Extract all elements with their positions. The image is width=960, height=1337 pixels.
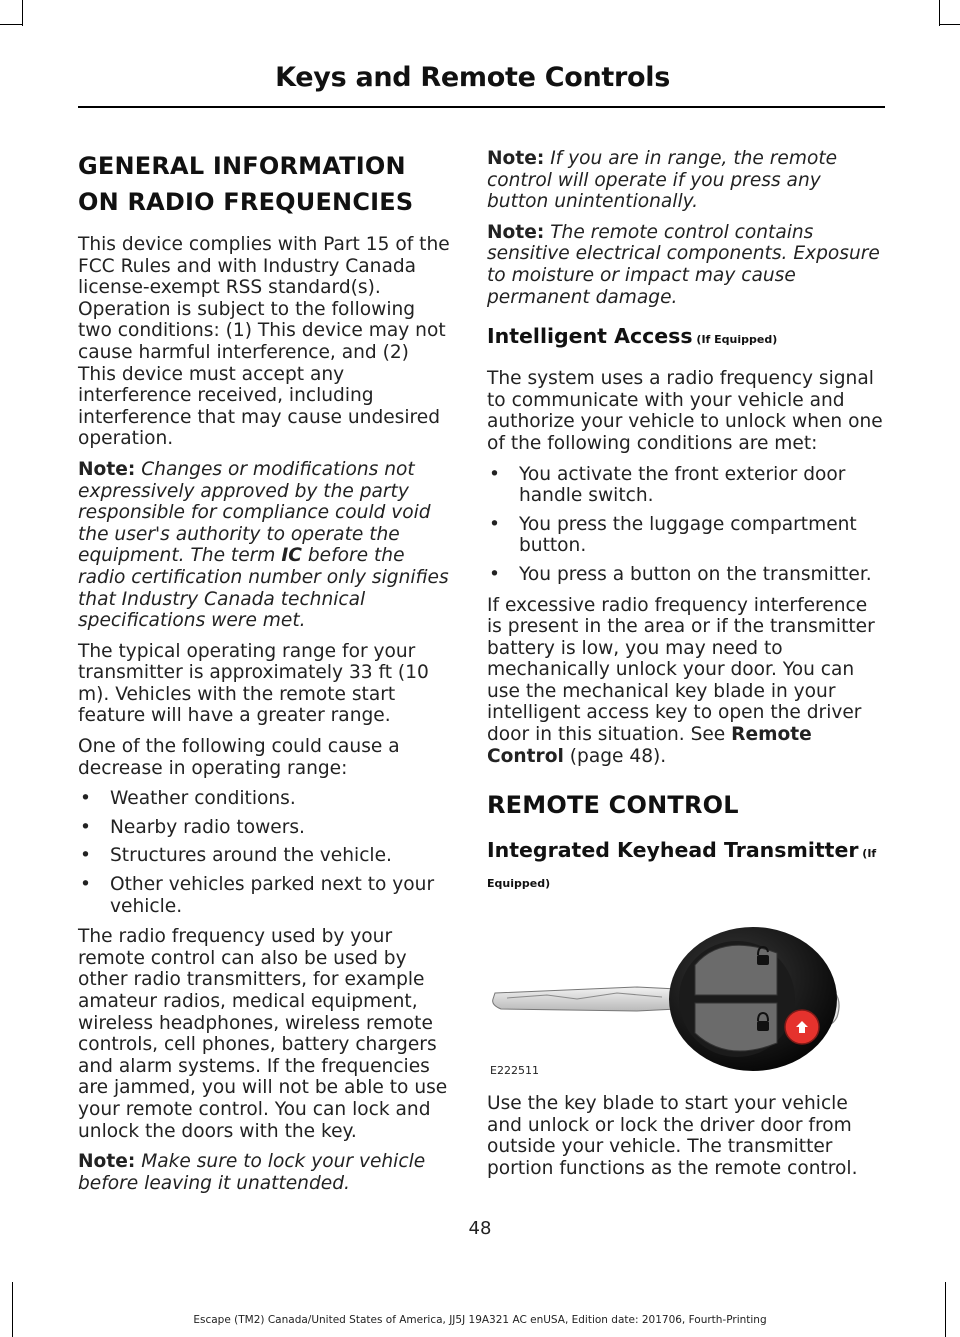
crop-mark: [945, 1282, 946, 1337]
note-label: Note:: [78, 458, 136, 480]
page-number: 48: [468, 1218, 492, 1239]
left-column: [78, 148, 450, 1203]
list-item: • Structures around the vehicle.: [78, 845, 450, 867]
list-item: • Nearby radio towers.: [78, 817, 450, 839]
if-equipped-label: (If Equipped): [692, 333, 778, 347]
subheading-text: Integrated Keyhead Transmitter: [487, 838, 859, 863]
subheading-text: Intelligent Access: [487, 324, 693, 349]
paragraph-interference: [487, 595, 885, 768]
list-item: • You activate the front exterior door handle switch.: [487, 464, 885, 507]
paragraph-key-blade-use: Use the key blade to start your vehicle and unlock or lock the driver door from outside your vehicle. The transmitter portion functions as the remote control.: [487, 1093, 858, 1180]
crop-mark: [22, 0, 23, 26]
note-text: The remote control contains sensitive electrical components. Exposure to moisture or impact may cause permanent damage.: [487, 221, 880, 308]
list-item: • You press a button on the transmitter.: [487, 564, 885, 586]
note-text: before the radio certification number only signifies that Industry Canada technical specifications were met.: [78, 545, 449, 632]
paragraph-operating-range: The typical operating range for your transmitter is approximately 33 ft (10 m). Vehicles with the remote start feature will have a greater range.: [78, 640, 429, 727]
unlock-conditions-list: [487, 464, 885, 586]
keyhead-transmitter-illustration: [487, 913, 885, 1083]
note-text: Changes or modifications not expressively approved by the party responsible for compliance could void the user's authority to operate the equipment. The term: [78, 458, 431, 567]
paragraph-range-decrease: One of the following could cause a decrease in operating range:: [78, 736, 400, 779]
note-label: Note:: [487, 148, 545, 169]
crop-mark: [0, 24, 22, 25]
paragraph-intelligent-access: The system uses a radio frequency signal to communicate with your vehicle and authorize your vehicle to unlock when one of the following conditions are met:: [487, 368, 883, 454]
note-unintentional-press: [487, 148, 885, 213]
footer-edition-info: Escape (TM2) Canada/United States of America, JJ5J 19A321 AC enUSA, Edition date: 201706, Fourth-Printing: [193, 1314, 767, 1326]
crop-mark: [939, 0, 940, 26]
note-sensitive-components: [487, 222, 885, 308]
range-factors-list: [78, 788, 450, 917]
figure-id: E222511: [490, 1063, 539, 1077]
list-item: • Other vehicles parked next to your vehicle.: [78, 874, 450, 917]
paragraph-shared-frequency: The radio frequency used by your remote control can also be used by other radio transmitters, for example amateur radios, medical equipment, wireless headphones, wireless remote controls, cell phones, battery chargers and alarm systems. If the frequencies are jammed, you will not be able to use your remote control. You can lock and unlock the doors with the key.: [78, 926, 448, 1142]
right-column: [487, 148, 885, 1189]
header-divider: [78, 106, 885, 108]
note-modifications: [78, 459, 450, 632]
section-heading-remote-control: REMOTE CONTROL: [487, 791, 739, 820]
list-item: • Weather conditions.: [78, 788, 450, 810]
note-lock-vehicle: [78, 1151, 450, 1194]
paragraph-text: (page 48).: [563, 745, 667, 767]
if-equipped-label: (If Equipped): [487, 847, 877, 891]
list-item: • You press the luggage compartment button.: [487, 514, 885, 557]
subheading-integrated-keyhead: [487, 837, 885, 897]
section-heading-radio-frequencies: GENERAL INFORMATION ON RADIO FREQUENCIES: [78, 152, 414, 216]
remote-control-link[interactable]: Remote Control: [487, 724, 812, 767]
paragraph-text: If excessive radio frequency interference is present in the area or if the transmitter battery is low, you may need to mechanically unlock your door. You can use the mechanical key blade in your intelligent access key to open the driver door in this situation. See: [487, 594, 875, 746]
crop-mark: [940, 24, 960, 25]
note-term-ic: IC: [281, 545, 302, 567]
crop-mark: [12, 1282, 13, 1337]
subheading-intelligent-access: [487, 322, 885, 354]
page-header-title: Keys and Remote Controls: [275, 62, 670, 93]
note-text: If you are in range, the remote control will operate if you press any button unintentionally.: [487, 148, 838, 213]
note-label: Note:: [78, 1151, 136, 1173]
note-label: Note:: [487, 221, 545, 243]
key-illustration: [487, 913, 885, 1083]
note-text: Make sure to lock your vehicle before leaving it unattended.: [78, 1151, 426, 1194]
paragraph-fcc-compliance: This device complies with Part 15 of the FCC Rules and with Industry Canada license-exempt RSS standard(s). Operation is subject to the following two conditions: (1) This device may not cause harmful interference, and (2) This device must accept any interference received, including interference that may cause undesired operation.: [78, 234, 450, 450]
key-blade: [493, 987, 677, 1011]
